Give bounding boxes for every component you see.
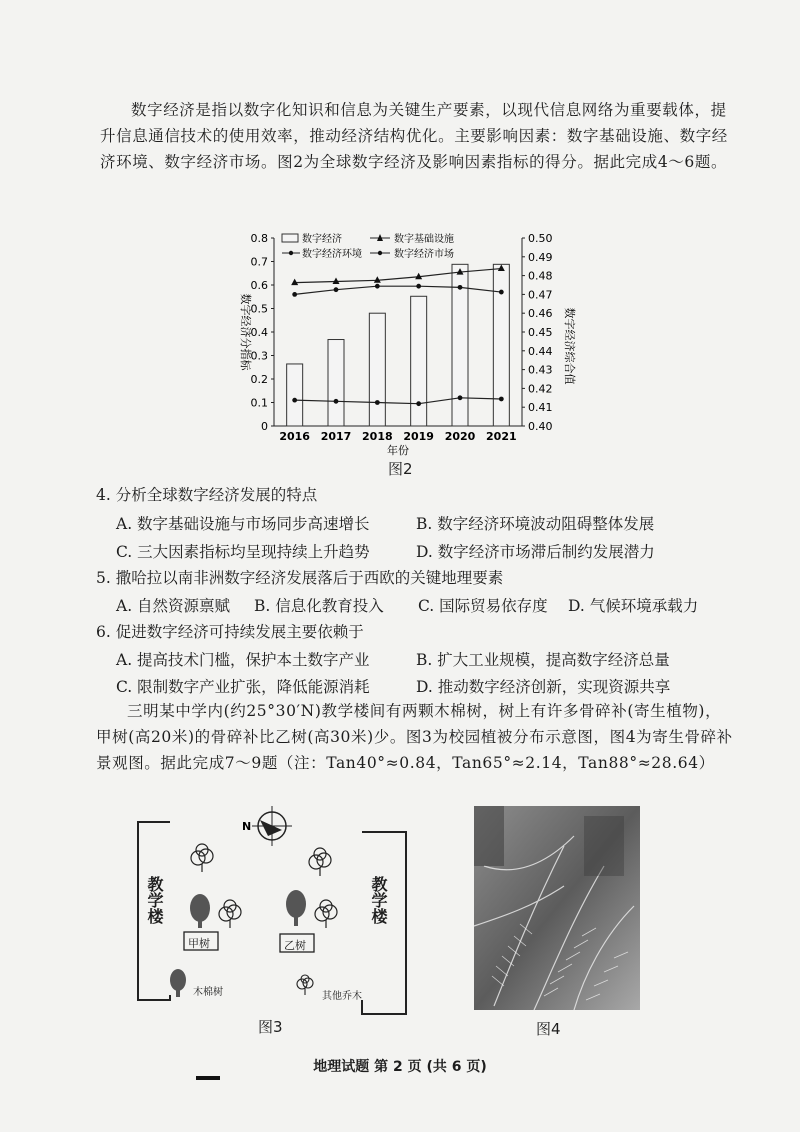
series-point [458, 395, 463, 400]
series-line [295, 398, 502, 404]
north-label: N [242, 820, 252, 833]
left-tick-label: 0.5 [250, 302, 268, 316]
legend-label: 数字基础设施 [394, 234, 454, 245]
question-5-option-a: A. 自然资源禀赋 [116, 597, 231, 615]
legend-kapok-label: 木棉树 [193, 987, 223, 998]
tree-jia-label: 甲树 [188, 937, 210, 950]
series-point [292, 292, 297, 297]
legend-marker [289, 251, 293, 255]
x-axis-title: 年份 [387, 444, 409, 457]
bar-digital-economy [287, 364, 303, 426]
legend-bar-swatch [282, 234, 298, 242]
legend-marker [378, 251, 382, 255]
right-tick-label: 0.42 [528, 382, 553, 396]
question-6-stem: 6. 促进数字经济可持续发展主要依赖于 [96, 623, 364, 641]
legend-label: 数字经济 [302, 234, 342, 245]
x-tick-label: 2021 [486, 430, 517, 443]
question-4-option-c: C. 三大因素指标均呈现持续上升趋势 [116, 543, 370, 561]
question-5-option-b: B. 信息化教育投入 [254, 597, 384, 615]
question-5-stem: 5. 撒哈拉以南非洲数字经济发展落后于西欧的关键地理要素 [96, 569, 504, 587]
other-tree-icon [191, 844, 213, 872]
question-6-option-a: A. 提高技术门槛，保护本土数字产业 [116, 651, 370, 669]
series-point [375, 284, 380, 289]
right-building-label: 教学楼 [369, 876, 388, 924]
intro-paragraph: 数字经济是指以数字化知识和信息为关键生产要素，以现代信息网络为重要载体，提升信息通信技术的使用效率，推动经济结构优化。主要影响因素：数字基础设施、数字经济环境、数字经济市场。图2为全球数字经济及影响因素指标的得分。据此完成4～6题。 [100, 101, 728, 171]
figure-3-caption: 图3 [258, 1018, 283, 1036]
question-4-option-d: D. 数字经济市场滞后制约发展潜力 [416, 543, 655, 561]
left-tick-label: 0.1 [250, 396, 268, 410]
left-tick-label: 0.4 [250, 326, 268, 339]
x-tick-label: 2019 [403, 430, 434, 443]
other-tree-icon [309, 848, 331, 876]
series-point [416, 284, 421, 289]
series-point [291, 279, 298, 286]
passage-2: 三明某中学内(约25°30′N)教学楼间有两颗木棉树，树上有许多骨碎补(寄生植物)，甲树(高20米)的骨碎补比乙树(高30米)少。图3为校园植被分布示意图，图4为寄生骨碎补景观图。据此完成7～9题（注：Tan40°≈0.84，Tan65°≈2.14，Tan88°≈28.64） [96, 702, 733, 772]
other-tree-icon [219, 900, 241, 928]
tree-yi-label: 乙树 [284, 939, 306, 952]
series-point [458, 285, 463, 290]
left-building-label: 教学楼 [145, 876, 164, 924]
other-tree-icon [315, 900, 337, 928]
right-tick-label: 0.41 [528, 401, 553, 415]
figure-2-chart [230, 228, 576, 468]
right-tick-label: 0.44 [528, 344, 553, 358]
left-tick-label: 0.7 [250, 255, 268, 269]
question-6-option-b: B. 扩大工业规模，提高数字经济总量 [416, 651, 670, 669]
left-axis-title: 数字经济分指标 [239, 293, 252, 371]
x-tick-label: 2018 [362, 430, 393, 443]
series-point [416, 401, 421, 406]
question-6-option-d: D. 推动数字经济创新，实现资源共享 [416, 678, 671, 696]
left-tick-label: 0.8 [250, 232, 268, 245]
series-point [292, 398, 297, 403]
figure-4-caption: 图4 [536, 1020, 561, 1038]
x-tick-label: 2020 [444, 430, 476, 443]
series-point [333, 277, 340, 284]
right-tick-label: 0.48 [528, 269, 553, 283]
right-tick-label: 0.49 [528, 250, 553, 264]
series-point [334, 399, 339, 404]
left-tick-label: 0.2 [250, 373, 268, 386]
legend-other-tree-icon [297, 975, 313, 995]
right-tick-label: 0.45 [528, 326, 553, 339]
page-footer: 地理试题 第 2 页 (共 6 页) [313, 1059, 487, 1075]
question-6-option-c: C. 限制数字产业扩张，降低能源消耗 [116, 678, 370, 696]
bar-digital-economy [369, 313, 385, 426]
bar-digital-economy [328, 340, 344, 426]
x-tick-label: 2016 [279, 430, 310, 443]
series-line [295, 269, 502, 283]
right-tick-label: 0.50 [528, 232, 553, 245]
right-tick-label: 0.46 [528, 307, 553, 321]
right-tick-label: 0.43 [528, 363, 553, 377]
question-4-option-b: B. 数字经济环境波动阻碍整体发展 [416, 515, 655, 533]
series-point [499, 290, 504, 295]
right-tick-label: 0.47 [528, 288, 553, 302]
figure-4-photo [474, 806, 640, 1010]
figure-2-caption: 图2 [388, 460, 413, 478]
question-4-option-a: A. 数字基础设施与市场同步高速增长 [116, 515, 370, 533]
legend-label: 数字经济市场 [394, 249, 454, 260]
bar-digital-economy [411, 296, 427, 426]
question-4-stem: 4. 分析全球数字经济发展的特点 [96, 486, 318, 504]
series-point [334, 287, 339, 292]
footer-dash [196, 1076, 220, 1080]
left-tick-label: 0.6 [250, 279, 268, 292]
series-line [295, 286, 502, 294]
kapok-tree-jia-icon [190, 894, 210, 928]
kapok-tree-yi-icon [286, 890, 306, 926]
x-tick-label: 2017 [320, 430, 352, 443]
legend-kapok-icon [170, 969, 186, 997]
series-point [375, 400, 380, 405]
question-5-option-d: D. 气候环境承载力 [568, 597, 699, 615]
series-point [499, 397, 504, 402]
legend-other-label: 其他乔木 [322, 991, 362, 1002]
left-tick-label: 0.3 [250, 349, 268, 363]
compass-icon [252, 806, 292, 846]
legend-label: 数字经济环境 [302, 249, 362, 260]
left-tick-label: 0 [261, 420, 268, 433]
bar-digital-economy [493, 264, 509, 426]
right-axis-title: 数字经济综合值 [563, 307, 576, 385]
right-tick-label: 0.40 [528, 420, 553, 433]
question-5-option-c: C. 国际贸易依存度 [418, 597, 548, 615]
